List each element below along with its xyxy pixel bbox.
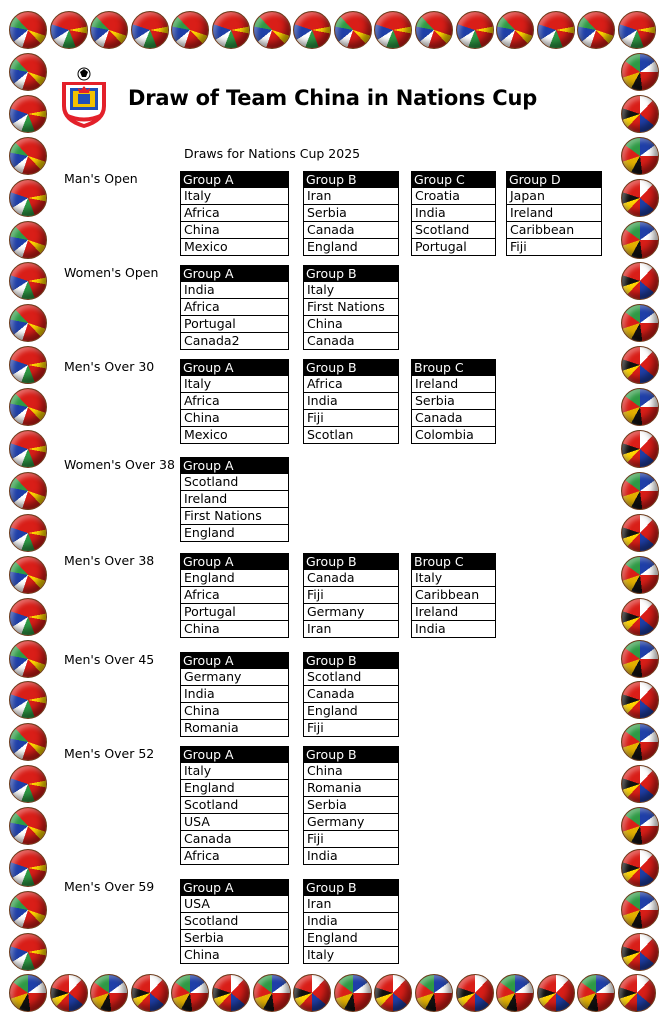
- flag-ball-icon: [537, 11, 575, 49]
- team-cell: First Nations: [303, 299, 399, 316]
- flag-ball-icon: [9, 933, 47, 971]
- flag-ball-icon: [374, 11, 412, 49]
- team-cell: Caribbean: [411, 587, 496, 604]
- flag-ball-icon: [9, 681, 47, 719]
- flag-ball-icon: [9, 53, 47, 91]
- team-cell: Romania: [303, 780, 399, 797]
- flag-ball-icon: [496, 11, 534, 49]
- flag-ball-icon: [9, 723, 47, 761]
- group-table: [411, 171, 496, 256]
- flag-ball-icon: [9, 11, 47, 49]
- team-cell: Scotlan: [303, 427, 399, 444]
- flag-ball-icon: [456, 11, 494, 49]
- team-cell: Serbia: [411, 393, 496, 410]
- group-header: Group B: [303, 171, 399, 188]
- page-title: Draw of Team China in Nations Cup: [128, 86, 538, 110]
- group-header: Group A: [180, 359, 289, 376]
- flag-ball-icon: [9, 346, 47, 384]
- team-cell: Italy: [303, 947, 399, 964]
- team-cell: Serbia: [303, 205, 399, 222]
- team-cell: Africa: [303, 376, 399, 393]
- flag-ball-icon: [577, 11, 615, 49]
- team-cell: Romania: [180, 720, 289, 737]
- division-label: Men's Over 38: [64, 553, 155, 568]
- division-label: Man's Open: [64, 171, 138, 186]
- team-cell: Japan: [506, 188, 602, 205]
- flag-ball-icon: [9, 179, 47, 217]
- flag-ball-icon: [131, 974, 169, 1012]
- group-header: Group A: [180, 265, 289, 282]
- group-table: [180, 652, 289, 737]
- flag-ball-icon: [577, 974, 615, 1012]
- group-table: [506, 171, 602, 256]
- flag-ball-icon: [621, 723, 659, 761]
- flag-ball-icon: [334, 11, 372, 49]
- group-table: [303, 265, 399, 350]
- division-label: Men's Over 30: [64, 359, 155, 374]
- team-cell: Ireland: [411, 604, 496, 621]
- flag-ball-icon: [90, 974, 128, 1012]
- flag-ball-icon: [621, 430, 659, 468]
- team-cell: Germany: [303, 604, 399, 621]
- group-table: [303, 171, 399, 256]
- flag-ball-icon: [293, 11, 331, 49]
- flag-ball-icon: [496, 974, 534, 1012]
- flag-ball-icon: [618, 974, 656, 1012]
- group-header: Group A: [180, 879, 289, 896]
- page-subtitle: Draws for Nations Cup 2025: [184, 146, 361, 161]
- group-table: [303, 359, 399, 444]
- team-cell: China: [180, 621, 289, 638]
- team-cell: Africa: [180, 848, 289, 865]
- flag-ball-icon: [621, 598, 659, 636]
- team-cell: Iran: [303, 621, 399, 638]
- team-cell: China: [180, 947, 289, 964]
- flag-ball-icon: [621, 221, 659, 259]
- division-label: Women's Over 38: [64, 457, 175, 472]
- flag-ball-icon: [621, 53, 659, 91]
- group-table: [303, 879, 399, 964]
- team-cell: Fiji: [303, 831, 399, 848]
- team-cell: Portugal: [180, 604, 289, 621]
- group-table: [180, 746, 289, 865]
- flag-ball-icon: [90, 11, 128, 49]
- flag-ball-icon: [293, 974, 331, 1012]
- team-cell: Iran: [303, 188, 399, 205]
- team-cell: England: [303, 239, 399, 256]
- team-cell: Portugal: [180, 316, 289, 333]
- team-cell: Mexico: [180, 427, 289, 444]
- flag-ball-icon: [171, 974, 209, 1012]
- team-cell: England: [180, 525, 289, 542]
- flag-ball-icon: [621, 891, 659, 929]
- team-cell: India: [411, 205, 496, 222]
- flag-ball-icon: [9, 974, 47, 1012]
- team-cell: Fiji: [506, 239, 602, 256]
- team-cell: Canada: [303, 570, 399, 587]
- team-cell: Africa: [180, 393, 289, 410]
- team-cell: Fiji: [303, 410, 399, 427]
- team-cell: Scotland: [411, 222, 496, 239]
- team-cell: Caribbean: [506, 222, 602, 239]
- team-cell: India: [303, 393, 399, 410]
- flag-ball-icon: [621, 472, 659, 510]
- flag-ball-icon: [9, 598, 47, 636]
- flag-ball-icon: [253, 11, 291, 49]
- flag-ball-icon: [9, 221, 47, 259]
- division-label: Women's Open: [64, 265, 159, 280]
- team-cell: Scotland: [180, 474, 289, 491]
- flag-ball-icon: [9, 891, 47, 929]
- group-table: [180, 359, 289, 444]
- team-cell: Mexico: [180, 239, 289, 256]
- division-label: Men's Over 45: [64, 652, 155, 667]
- team-cell: Africa: [180, 205, 289, 222]
- team-cell: First Nations: [180, 508, 289, 525]
- team-cell: Croatia: [411, 188, 496, 205]
- group-header: Group A: [180, 457, 289, 474]
- flag-ball-icon: [9, 765, 47, 803]
- flag-ball-icon: [334, 974, 372, 1012]
- team-cell: Serbia: [303, 797, 399, 814]
- flag-ball-icon: [374, 974, 412, 1012]
- team-cell: Iran: [303, 896, 399, 913]
- division-label: Men's Over 52: [64, 746, 155, 761]
- team-cell: England: [303, 703, 399, 720]
- team-cell: Canada: [411, 410, 496, 427]
- group-header: Group A: [180, 746, 289, 763]
- flag-ball-icon: [9, 430, 47, 468]
- flag-ball-icon: [9, 304, 47, 342]
- flag-ball-icon: [621, 346, 659, 384]
- flag-ball-icon: [9, 556, 47, 594]
- team-cell: Italy: [180, 763, 289, 780]
- flag-ball-icon: [131, 11, 169, 49]
- team-cell: USA: [180, 814, 289, 831]
- team-cell: Ireland: [180, 491, 289, 508]
- flag-ball-icon: [621, 262, 659, 300]
- team-cell: India: [411, 621, 496, 638]
- flag-ball-icon: [9, 807, 47, 845]
- team-cell: England: [303, 930, 399, 947]
- flag-ball-icon: [621, 849, 659, 887]
- team-cell: China: [180, 222, 289, 239]
- group-header: Broup C: [411, 359, 496, 376]
- group-table: [180, 171, 289, 256]
- team-cell: China: [303, 316, 399, 333]
- team-cell: Canada: [303, 686, 399, 703]
- flag-ball-icon: [621, 807, 659, 845]
- team-cell: England: [180, 780, 289, 797]
- flag-ball-icon: [50, 11, 88, 49]
- group-header: Group B: [303, 746, 399, 763]
- group-header: Broup C: [411, 553, 496, 570]
- division-label: Men's Over 59: [64, 879, 155, 894]
- team-cell: Italy: [411, 570, 496, 587]
- group-header: Group B: [303, 553, 399, 570]
- team-cell: Ireland: [506, 205, 602, 222]
- group-header: Group C: [411, 171, 496, 188]
- flag-ball-icon: [171, 11, 209, 49]
- flag-ball-icon: [621, 681, 659, 719]
- flag-ball-icon: [621, 514, 659, 552]
- flag-ball-icon: [9, 262, 47, 300]
- flag-ball-icon: [621, 137, 659, 175]
- team-cell: Scotland: [180, 797, 289, 814]
- team-cell: Germany: [180, 669, 289, 686]
- flag-ball-icon: [621, 95, 659, 133]
- flag-ball-icon: [415, 974, 453, 1012]
- group-table: [180, 553, 289, 638]
- group-header: Group B: [303, 879, 399, 896]
- flag-ball-icon: [621, 388, 659, 426]
- team-cell: Fiji: [303, 587, 399, 604]
- flag-ball-icon: [50, 974, 88, 1012]
- team-cell: India: [180, 686, 289, 703]
- flag-ball-icon: [618, 11, 656, 49]
- flag-ball-icon: [9, 849, 47, 887]
- flag-ball-icon: [212, 974, 250, 1012]
- group-table: [411, 553, 496, 638]
- team-cell: Ireland: [411, 376, 496, 393]
- team-cell: Italy: [303, 282, 399, 299]
- flag-ball-icon: [9, 137, 47, 175]
- team-cell: Canada: [303, 222, 399, 239]
- group-header: Group B: [303, 359, 399, 376]
- team-cell: Colombia: [411, 427, 496, 444]
- team-cell: England: [180, 570, 289, 587]
- team-cell: Canada: [180, 831, 289, 848]
- flag-ball-icon: [9, 472, 47, 510]
- team-cell: Africa: [180, 299, 289, 316]
- team-cell: Scotland: [180, 913, 289, 930]
- flag-ball-icon: [621, 640, 659, 678]
- group-header: Group A: [180, 553, 289, 570]
- team-cell: Canada: [303, 333, 399, 350]
- flag-ball-icon: [253, 974, 291, 1012]
- team-cell: India: [303, 913, 399, 930]
- team-cell: Canada2: [180, 333, 289, 350]
- flag-ball-icon: [9, 388, 47, 426]
- group-header: Group A: [180, 171, 289, 188]
- flag-ball-icon: [621, 556, 659, 594]
- group-table: [411, 359, 496, 444]
- group-header: Group A: [180, 652, 289, 669]
- club-logo-icon: [56, 66, 112, 130]
- team-cell: India: [180, 282, 289, 299]
- group-table: [303, 553, 399, 638]
- flag-ball-icon: [621, 765, 659, 803]
- team-cell: Serbia: [180, 930, 289, 947]
- group-table: [180, 457, 289, 542]
- team-cell: Italy: [180, 188, 289, 205]
- flag-ball-icon: [415, 11, 453, 49]
- team-cell: USA: [180, 896, 289, 913]
- flag-ball-icon: [456, 974, 494, 1012]
- team-cell: Germany: [303, 814, 399, 831]
- team-cell: China: [180, 703, 289, 720]
- team-cell: India: [303, 848, 399, 865]
- team-cell: Italy: [180, 376, 289, 393]
- group-header: Group B: [303, 652, 399, 669]
- flag-ball-icon: [621, 179, 659, 217]
- group-table: [303, 746, 399, 865]
- flag-ball-icon: [621, 304, 659, 342]
- flag-ball-icon: [9, 514, 47, 552]
- flag-ball-icon: [212, 11, 250, 49]
- team-cell: China: [180, 410, 289, 427]
- group-header: Group D: [506, 171, 602, 188]
- team-cell: Fiji: [303, 720, 399, 737]
- flag-ball-icon: [621, 933, 659, 971]
- flag-ball-icon: [9, 95, 47, 133]
- team-cell: Africa: [180, 587, 289, 604]
- team-cell: Portugal: [411, 239, 496, 256]
- team-cell: China: [303, 763, 399, 780]
- group-table: [180, 265, 289, 350]
- team-cell: Scotland: [303, 669, 399, 686]
- flag-ball-icon: [537, 974, 575, 1012]
- group-table: [180, 879, 289, 964]
- group-table: [303, 652, 399, 737]
- flag-ball-icon: [9, 640, 47, 678]
- group-header: Group B: [303, 265, 399, 282]
